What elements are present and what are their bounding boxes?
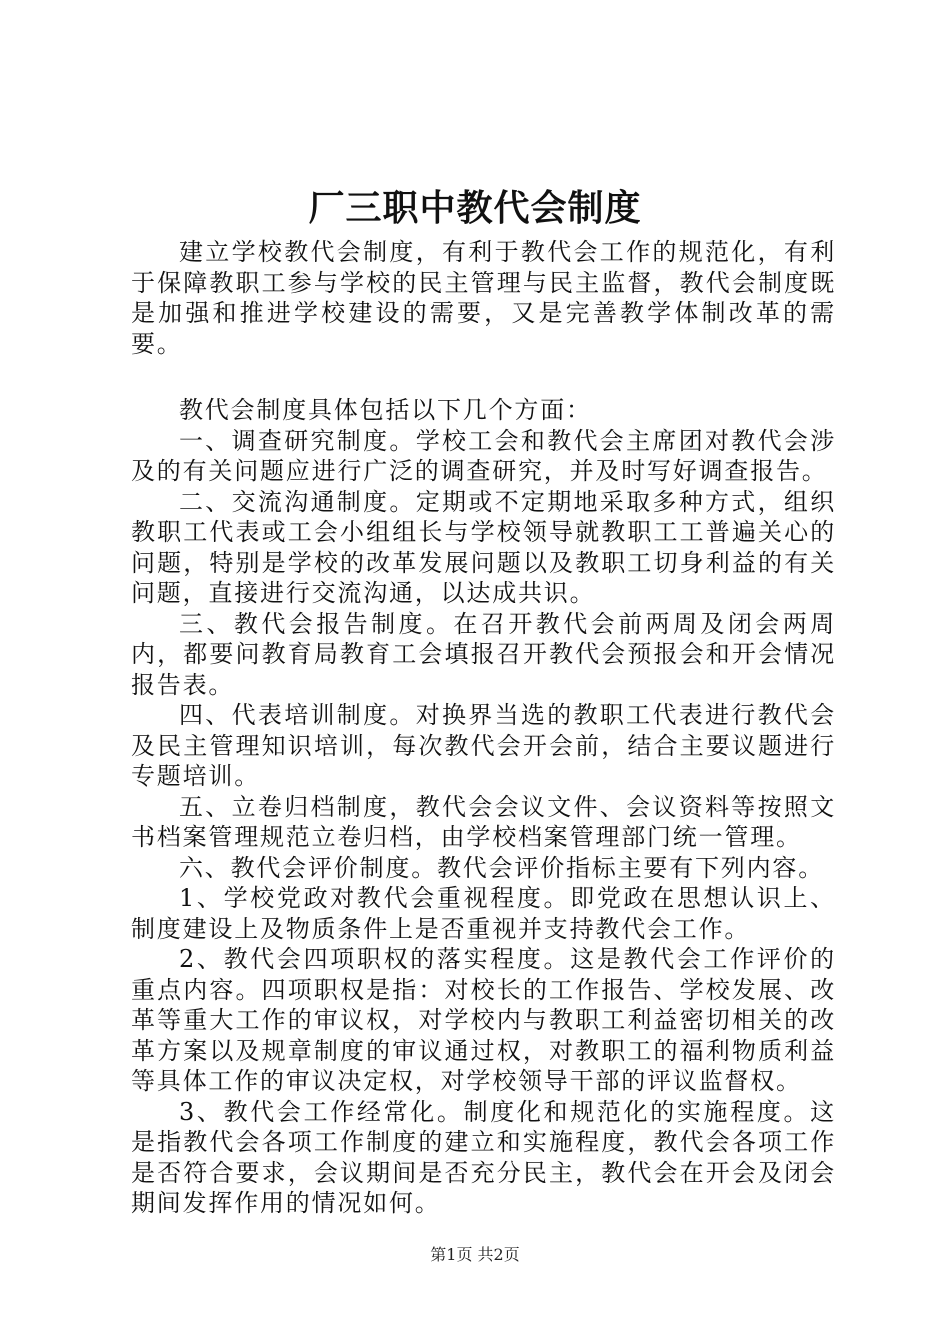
- item-report-system: 三、教代会报告制度。在召开教代会前两周及闭会两周内，都要问教育局教育工会填报召开教代会预报会和开会情况报告表。: [131, 609, 836, 699]
- item-communication-system: 二、交流沟通制度。定期或不定期地采取多种方式，组织教职工代表或工会小组组长与学校领导就教职工工普遍关心的问题，特别是学校的改革发展问题以及教职工切身利益的有关问题，直接进行交流沟通，以达成共识。: [131, 487, 836, 607]
- overview-paragraph: 教代会制度具体包括以下几个方面：: [179, 396, 592, 424]
- document-body: [131, 237, 836, 1219]
- paragraph-spacer: [131, 359, 836, 395]
- page-number-footer: 第1页 共2页: [430, 1245, 520, 1264]
- evaluation-criterion-1: 1、学校党政对教代会重视程度。即党政在思想认识上、制度建设上及物质条件上是否重视并支持教代会工作。: [131, 884, 836, 943]
- page-title: 厂三职中教代会制度: [308, 187, 642, 229]
- evaluation-criterion-3: 3、教代会工作经常化。制度化和规范化的实施程度。这是指教代会各项工作制度的建立和实施程度，教代会各项工作是否符合要求，会议期间是否充分民主，教代会在开会及闭会期间发挥作用的情况如何。: [131, 1097, 836, 1217]
- intro-paragraph: 建立学校教代会制度，有利于教代会工作的规范化，有利于保障教职工参与学校的民主管理与民主监督，教代会制度既是加强和推进学校建设的需要，又是完善教学体制改革的需要。: [131, 238, 836, 358]
- evaluation-criterion-2: 2、教代会四项职权的落实程度。这是教代会工作评价的重点内容。四项职权是指：对校长的工作报告、学校发展、改革等重大工作的审议权，对学校内与教职工利益密切相关的改革方案以及规章制度的审议通过权，对教职工的福利物质利益等具体工作的审议决定权，对学校领导干部的评议监督权。: [131, 945, 836, 1095]
- item-archive-system: 五、立卷归档制度，教代会会议文件、会议资料等按照文书档案管理规范立卷归档，由学校档案管理部门统一管理。: [131, 792, 836, 851]
- item-training-system: 四、代表培训制度。对换界当选的教职工代表进行教代会及民主管理知识培训，每次教代会开会前，结合主要议题进行专题培训。: [131, 701, 836, 790]
- item-evaluation-system: 六、教代会评价制度。教代会评价指标主要有下列内容。: [179, 853, 824, 882]
- item-research-system: 一、调查研究制度。学校工会和教代会主席团对教代会涉及的有关问题应进行广泛的调查研究，并及时写好调查报告。: [131, 426, 836, 485]
